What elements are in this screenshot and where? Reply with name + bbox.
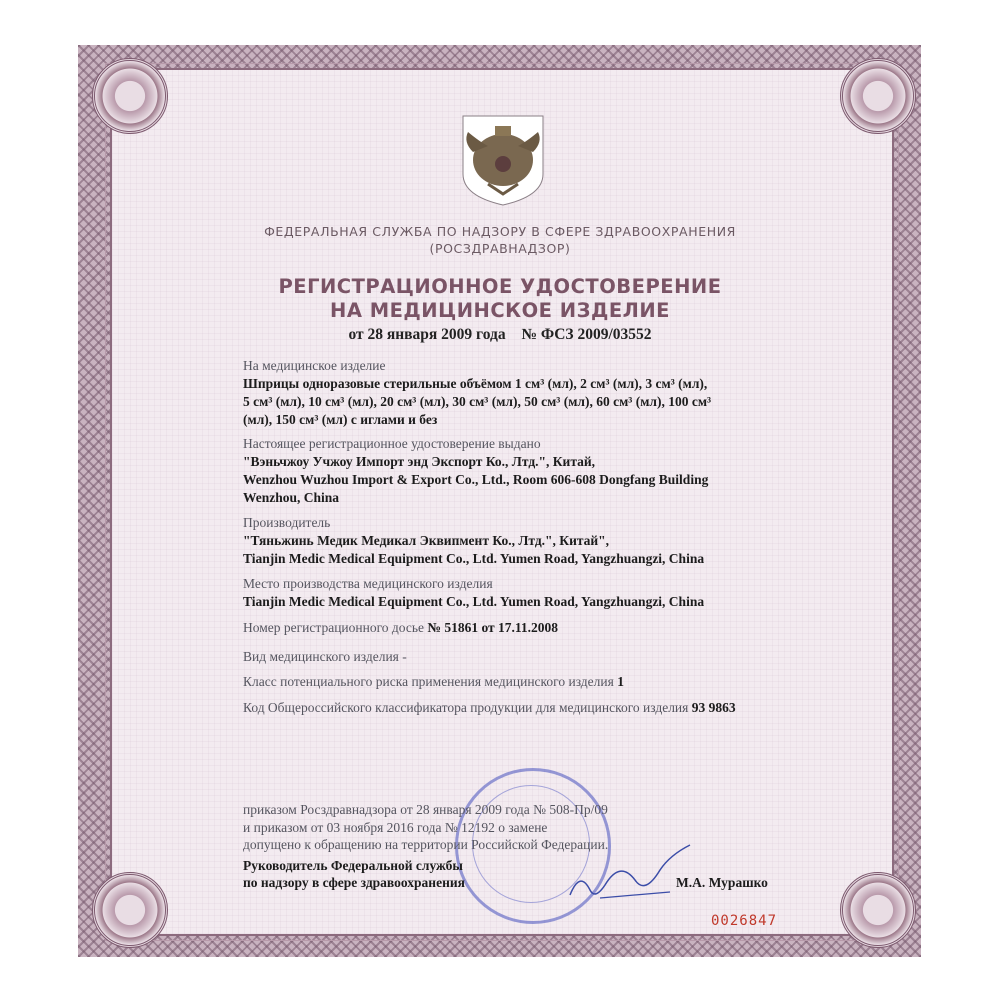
production-site-label: Место производства медицинского изделия (243, 576, 493, 591)
order-line-1: приказом Росздравнадзора от 28 января 2009 года № 508-Пр/09 (243, 802, 608, 817)
manufacturer-ru: "Тяньжинь Медик Медикал Эквипмент Ко., Лтд.", Китай", (243, 533, 610, 548)
device-spec-2: 5 см³ (мл), 10 см³ (мл), 20 см³ (мл), 30 см³ (мл), 50 см³ (мл), 60 см³ (мл), 100 см³ (243, 394, 712, 409)
document-subtitle: НА МЕДИЦИНСКОЕ ИЗДЕЛИЕ (330, 299, 670, 322)
device-type-label: Вид медицинского изделия - (243, 649, 407, 664)
corner-ornament-icon (840, 872, 916, 948)
agency-name: ФЕДЕРАЛЬНАЯ СЛУЖБА ПО НАДЗОРУ В СФЕРЕ ЗДРАВООХРАНЕНИЯ (264, 224, 736, 239)
device-spec-3: (мл), 150 см³ (мл) с иглами и без (243, 412, 438, 427)
document-title: РЕГИСТРАЦИОННОЕ УДОСТОВЕРЕНИЕ (278, 275, 722, 298)
coat-of-arms-icon (458, 112, 548, 207)
manufacturer-en: Tianjin Medic Medical Equipment Co., Ltd. Yumen Road, Yangzhuangzi, China (243, 551, 705, 566)
dossier-line (243, 619, 558, 637)
device-description-line (243, 375, 707, 393)
risk-class-line (243, 673, 624, 691)
issued-label: Настоящее регистрационное удостоверение выдано (243, 436, 541, 451)
dossier-label: Номер регистрационного досье (243, 620, 425, 635)
device-spec-1: одноразовые стерильные объёмом 1 см³ (мл), 2 см³ (мл), 3 см³ (мл), (302, 376, 708, 391)
order-line-3: допущено к обращению на территории Российской Федерации. (243, 837, 609, 852)
dossier-value: № 51861 от 17.11.2008 (427, 620, 559, 635)
order-line-2: и приказом от 03 ноября 2016 года № 12192 о замене (243, 820, 548, 835)
issued-to-city: Wenzhou, China (243, 490, 340, 505)
manufacturer-label: Производитель (243, 515, 331, 530)
certificate-number: № ФСЗ 2009/03552 (521, 326, 652, 343)
okp-code-value: 93 9863 (691, 700, 736, 715)
okp-code-line (243, 699, 736, 717)
corner-ornament-icon (92, 872, 168, 948)
risk-class-value: 1 (617, 674, 624, 689)
corner-ornament-icon (92, 58, 168, 134)
serial-number: 0026847 (711, 913, 778, 929)
issued-to-ru: "Вэньчжоу Учжоу Импорт энд Экспорт Ко., Лтд.", Китай, (243, 454, 596, 469)
issue-date: от 28 января 2009 года (348, 326, 506, 343)
corner-ornament-icon (840, 58, 916, 134)
agency-abbreviation: (РОСЗДРАВНАДЗОР) (429, 241, 571, 256)
production-site-address: Tianjin Medic Medical Equipment Co., Ltd. Yumen Road, Yangzhuangzi, China (243, 594, 705, 609)
issued-to-en: Wenzhou Wuzhou Import & Export Co., Ltd., Room 606-608 Dongfang Building (243, 472, 709, 487)
device-label: На медицинское изделие (243, 358, 386, 373)
issue-line (150, 326, 850, 344)
okp-code-label: Код Общероссийского классификатора продукции для медицинского изделия (243, 700, 689, 715)
risk-class-label: Класс потенциального риска применения медицинского изделия (243, 674, 614, 689)
signer-name: М.А. Мурашко (676, 875, 768, 890)
signer-title-2: по надзору в сфере здравоохранения (243, 875, 465, 890)
signer-title-1: Руководитель Федеральной службы (243, 858, 463, 873)
device-name: Шприцы (243, 376, 300, 391)
